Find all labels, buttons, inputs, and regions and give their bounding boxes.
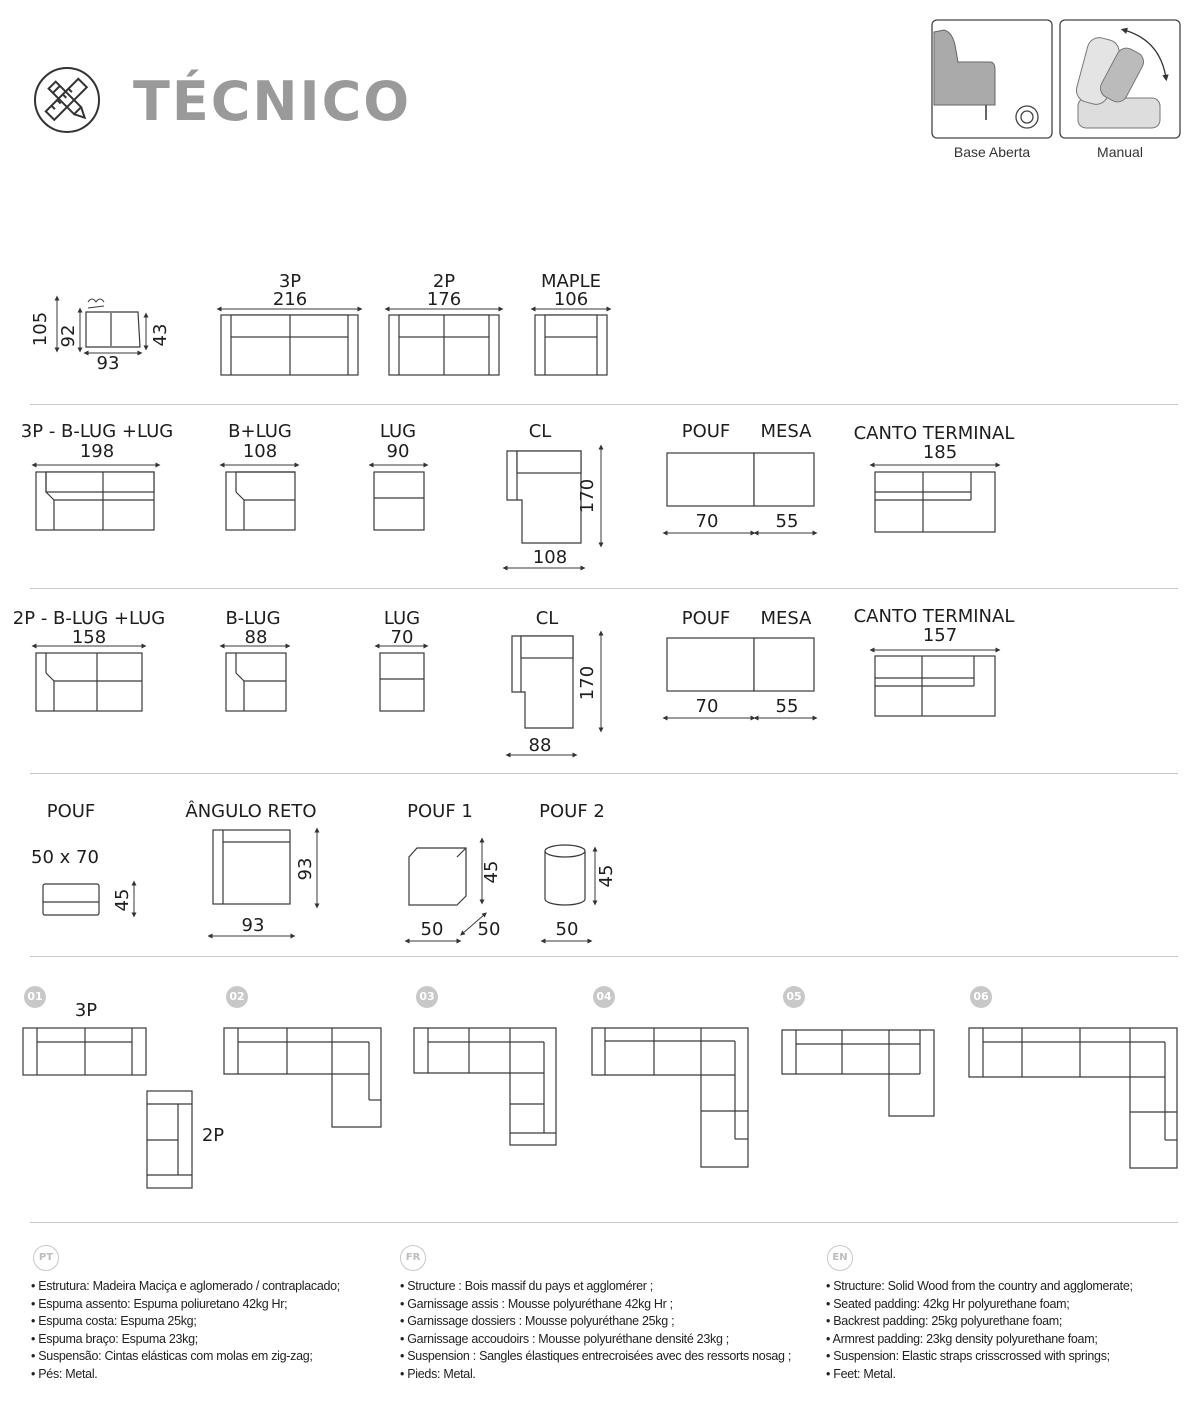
spec-line: • Suspensão: Cintas elásticas com molas em zig-zag; <box>31 1349 313 1363</box>
item-width-b-plus-lug: 108 <box>242 441 278 462</box>
item-name-pouf-1: POUF 1 <box>407 801 473 822</box>
spec-line: • Espuma assento: Espuma poliuretano 42kg Hr; <box>31 1296 288 1311</box>
technical-pencil-ruler-icon <box>35 68 99 132</box>
sofa-2p-drawing <box>389 315 499 375</box>
configuration-number-02: 02 <box>226 986 248 1008</box>
item-size-pouf-row4: 50 x 70 <box>31 847 99 868</box>
item-depth-cl-108: 170 <box>577 478 598 514</box>
item-name-cl-108: CL <box>528 421 552 442</box>
item-name-mesa-row2: MESA <box>760 421 812 442</box>
item-height-pouf-1: 45 <box>481 860 502 884</box>
item-name-pouf-row3: POUF <box>681 608 731 629</box>
armchair-maple-drawing <box>535 315 607 375</box>
feature-label-base-aberta: Base Aberta <box>953 144 1031 160</box>
row-divider <box>30 588 1178 589</box>
spec-line: • Espuma braço: Espuma 23kg; <box>31 1331 198 1346</box>
item-name-mesa-row3: MESA <box>760 608 812 629</box>
spec-line: • Garnissage assis : Mousse polyuréthane 42kg Hr ; <box>400 1296 673 1311</box>
b-plus-lug-drawing <box>226 472 295 530</box>
spec-line: • Seated padding: 42kg Hr polyurethane foam; <box>826 1296 1070 1311</box>
item-name-pouf-row4: POUF <box>46 801 96 822</box>
item-width-angulo-reto: 93 <box>241 915 265 936</box>
item-depth-angulo-reto: 93 <box>295 857 316 881</box>
canto-terminal-185-drawing <box>875 472 995 532</box>
item-name-canto-terminal-157: CANTO TERMINAL <box>853 606 1015 627</box>
spec-line: • Armrest padding: 23kg density polyurethane foam; <box>826 1331 1098 1346</box>
spec-line: • Estrutura: Madeira Maciça e aglomerado / contraplacado; <box>31 1279 340 1293</box>
configuration-number-05: 05 <box>783 986 805 1008</box>
pouf-2-cylinder-drawing <box>545 845 585 905</box>
sofa-3p-drawing <box>221 315 358 375</box>
side-profile-drawing <box>86 299 140 347</box>
spec-list-fr <box>400 1278 791 1383</box>
configuration-01-drawing <box>23 1028 192 1188</box>
item-name-b-lug-88: B-LUG <box>225 608 281 629</box>
spec-line: • Espuma costa: Espuma 25kg; <box>31 1314 197 1328</box>
item-width-cl-108: 108 <box>532 547 568 568</box>
item-height-pouf-row4: 45 <box>112 888 133 912</box>
canto-terminal-157-drawing <box>875 656 995 716</box>
language-badge-pt: PT <box>33 1245 59 1271</box>
configuration-03-drawing <box>414 1028 556 1145</box>
item-width-pouf-row2: 70 <box>695 511 719 532</box>
language-badge-fr: FR <box>400 1245 426 1271</box>
chaise-longue-108-drawing <box>507 451 581 543</box>
pouf-mesa-row2-drawing <box>667 453 814 506</box>
spec-line: • Pieds: Metal. <box>400 1366 476 1381</box>
item-width-pouf-row3: 70 <box>695 696 719 717</box>
configuration-02-drawing <box>224 1028 381 1127</box>
item-width-3p: 216 <box>272 289 308 310</box>
manual-recline-icon <box>1060 20 1180 138</box>
item-width-pouf-1: 50 <box>420 919 444 940</box>
sofa-3p-blug-lug-drawing <box>36 472 154 530</box>
profile-seat-height: 43 <box>150 323 171 347</box>
profile-total-height: 105 <box>30 311 51 347</box>
item-width-mesa-row2: 55 <box>775 511 799 532</box>
row-divider <box>30 404 1178 405</box>
item-name-pouf-2: POUF 2 <box>539 801 605 822</box>
item-width-pouf-2: 50 <box>555 919 579 940</box>
item-width-mesa-row3: 55 <box>775 696 799 717</box>
row-divider <box>30 956 1178 957</box>
spec-line: • Backrest padding: 25kg polyurethane foam; <box>826 1314 1063 1328</box>
language-badge-en: EN <box>827 1245 853 1271</box>
configuration-01-label-3p: 3P <box>74 1000 98 1021</box>
item-name-cl-88: CL <box>535 608 559 629</box>
item-width-maple: 106 <box>553 289 589 310</box>
item-width-2p: 176 <box>426 289 462 310</box>
item-name-pouf-row2: POUF <box>681 421 731 442</box>
spec-line: • Suspension : Sangles élastiques entrecroisées avec des ressorts nosag ; <box>400 1349 792 1363</box>
configuration-number-04: 04 <box>593 986 615 1008</box>
item-width-2p-blug-lug: 158 <box>71 627 107 648</box>
page-title: TÉCNICO <box>133 70 412 133</box>
spec-line: • Garnissage dossiers : Mousse polyuréthane 25kg ; <box>400 1314 675 1328</box>
row-divider <box>30 773 1178 774</box>
spec-line: • Suspension: Elastic straps crisscrossed with springs; <box>826 1349 1110 1363</box>
pouf-mesa-row3-drawing <box>667 638 814 691</box>
configuration-04-drawing <box>592 1028 748 1167</box>
item-width-cl-88: 88 <box>528 735 552 756</box>
lug-70-drawing <box>380 653 424 711</box>
pouf-50x70-drawing <box>43 884 99 915</box>
item-depth-pouf-1: 50 <box>477 919 501 940</box>
open-base-icon <box>932 20 1052 138</box>
configuration-number-01: 01 <box>24 986 46 1008</box>
item-width-canto-terminal-157: 157 <box>922 625 958 646</box>
item-name-lug-90: LUG <box>379 421 417 442</box>
item-width-canto-terminal-185: 185 <box>922 442 958 463</box>
item-width-3p-blug-lug: 198 <box>79 441 115 462</box>
item-height-pouf-2: 45 <box>596 864 617 888</box>
angulo-reto-drawing <box>213 830 290 904</box>
b-lug-88-drawing <box>226 653 286 711</box>
item-name-b-plus-lug: B+LUG <box>228 421 292 442</box>
sofa-2p-blug-lug-drawing <box>36 653 142 711</box>
item-name-3p: 3P <box>278 271 302 292</box>
spec-line: • Structure : Bois massif du pays et agglomérer ; <box>400 1279 653 1293</box>
spec-line: • Pés: Metal. <box>31 1366 98 1381</box>
item-name-canto-terminal-185: CANTO TERMINAL <box>853 423 1015 444</box>
profile-seat-back: 92 <box>58 324 79 348</box>
item-name-3p-blug-lug: 3P - B-LUG +LUG <box>20 421 174 442</box>
spec-list-en <box>826 1278 1133 1383</box>
spec-line: • Feet: Metal. <box>826 1366 896 1381</box>
configuration-number-03: 03 <box>416 986 438 1008</box>
feature-label-manual: Manual <box>1097 144 1143 160</box>
configuration-06-drawing <box>969 1028 1177 1168</box>
lug-90-drawing <box>374 472 424 530</box>
item-width-lug-70: 70 <box>390 627 414 648</box>
item-name-maple: MAPLE <box>540 271 602 292</box>
chaise-longue-88-drawing <box>512 636 573 728</box>
item-name-2p: 2P <box>432 271 456 292</box>
item-name-2p-blug-lug: 2P - B-LUG +LUG <box>12 608 166 629</box>
item-name-angulo-reto: ÂNGULO RETO <box>185 801 317 822</box>
item-width-b-lug-88: 88 <box>244 627 268 648</box>
row-divider <box>30 1222 1178 1223</box>
item-name-lug-70: LUG <box>383 608 421 629</box>
item-depth-cl-88: 170 <box>577 665 598 701</box>
spec-line: • Structure: Solid Wood from the country and agglomerate; <box>826 1279 1133 1293</box>
pouf-1-cube-drawing <box>409 848 466 905</box>
configuration-05-drawing <box>782 1030 934 1116</box>
configuration-01-label-2p: 2P <box>201 1125 225 1146</box>
item-width-lug-90: 90 <box>386 441 410 462</box>
spec-line: • Garnissage accoudoirs : Mousse polyuréthane densité 23kg ; <box>400 1331 729 1346</box>
spec-list-pt <box>31 1278 340 1383</box>
profile-depth: 93 <box>96 353 120 374</box>
configuration-number-06: 06 <box>970 986 992 1008</box>
